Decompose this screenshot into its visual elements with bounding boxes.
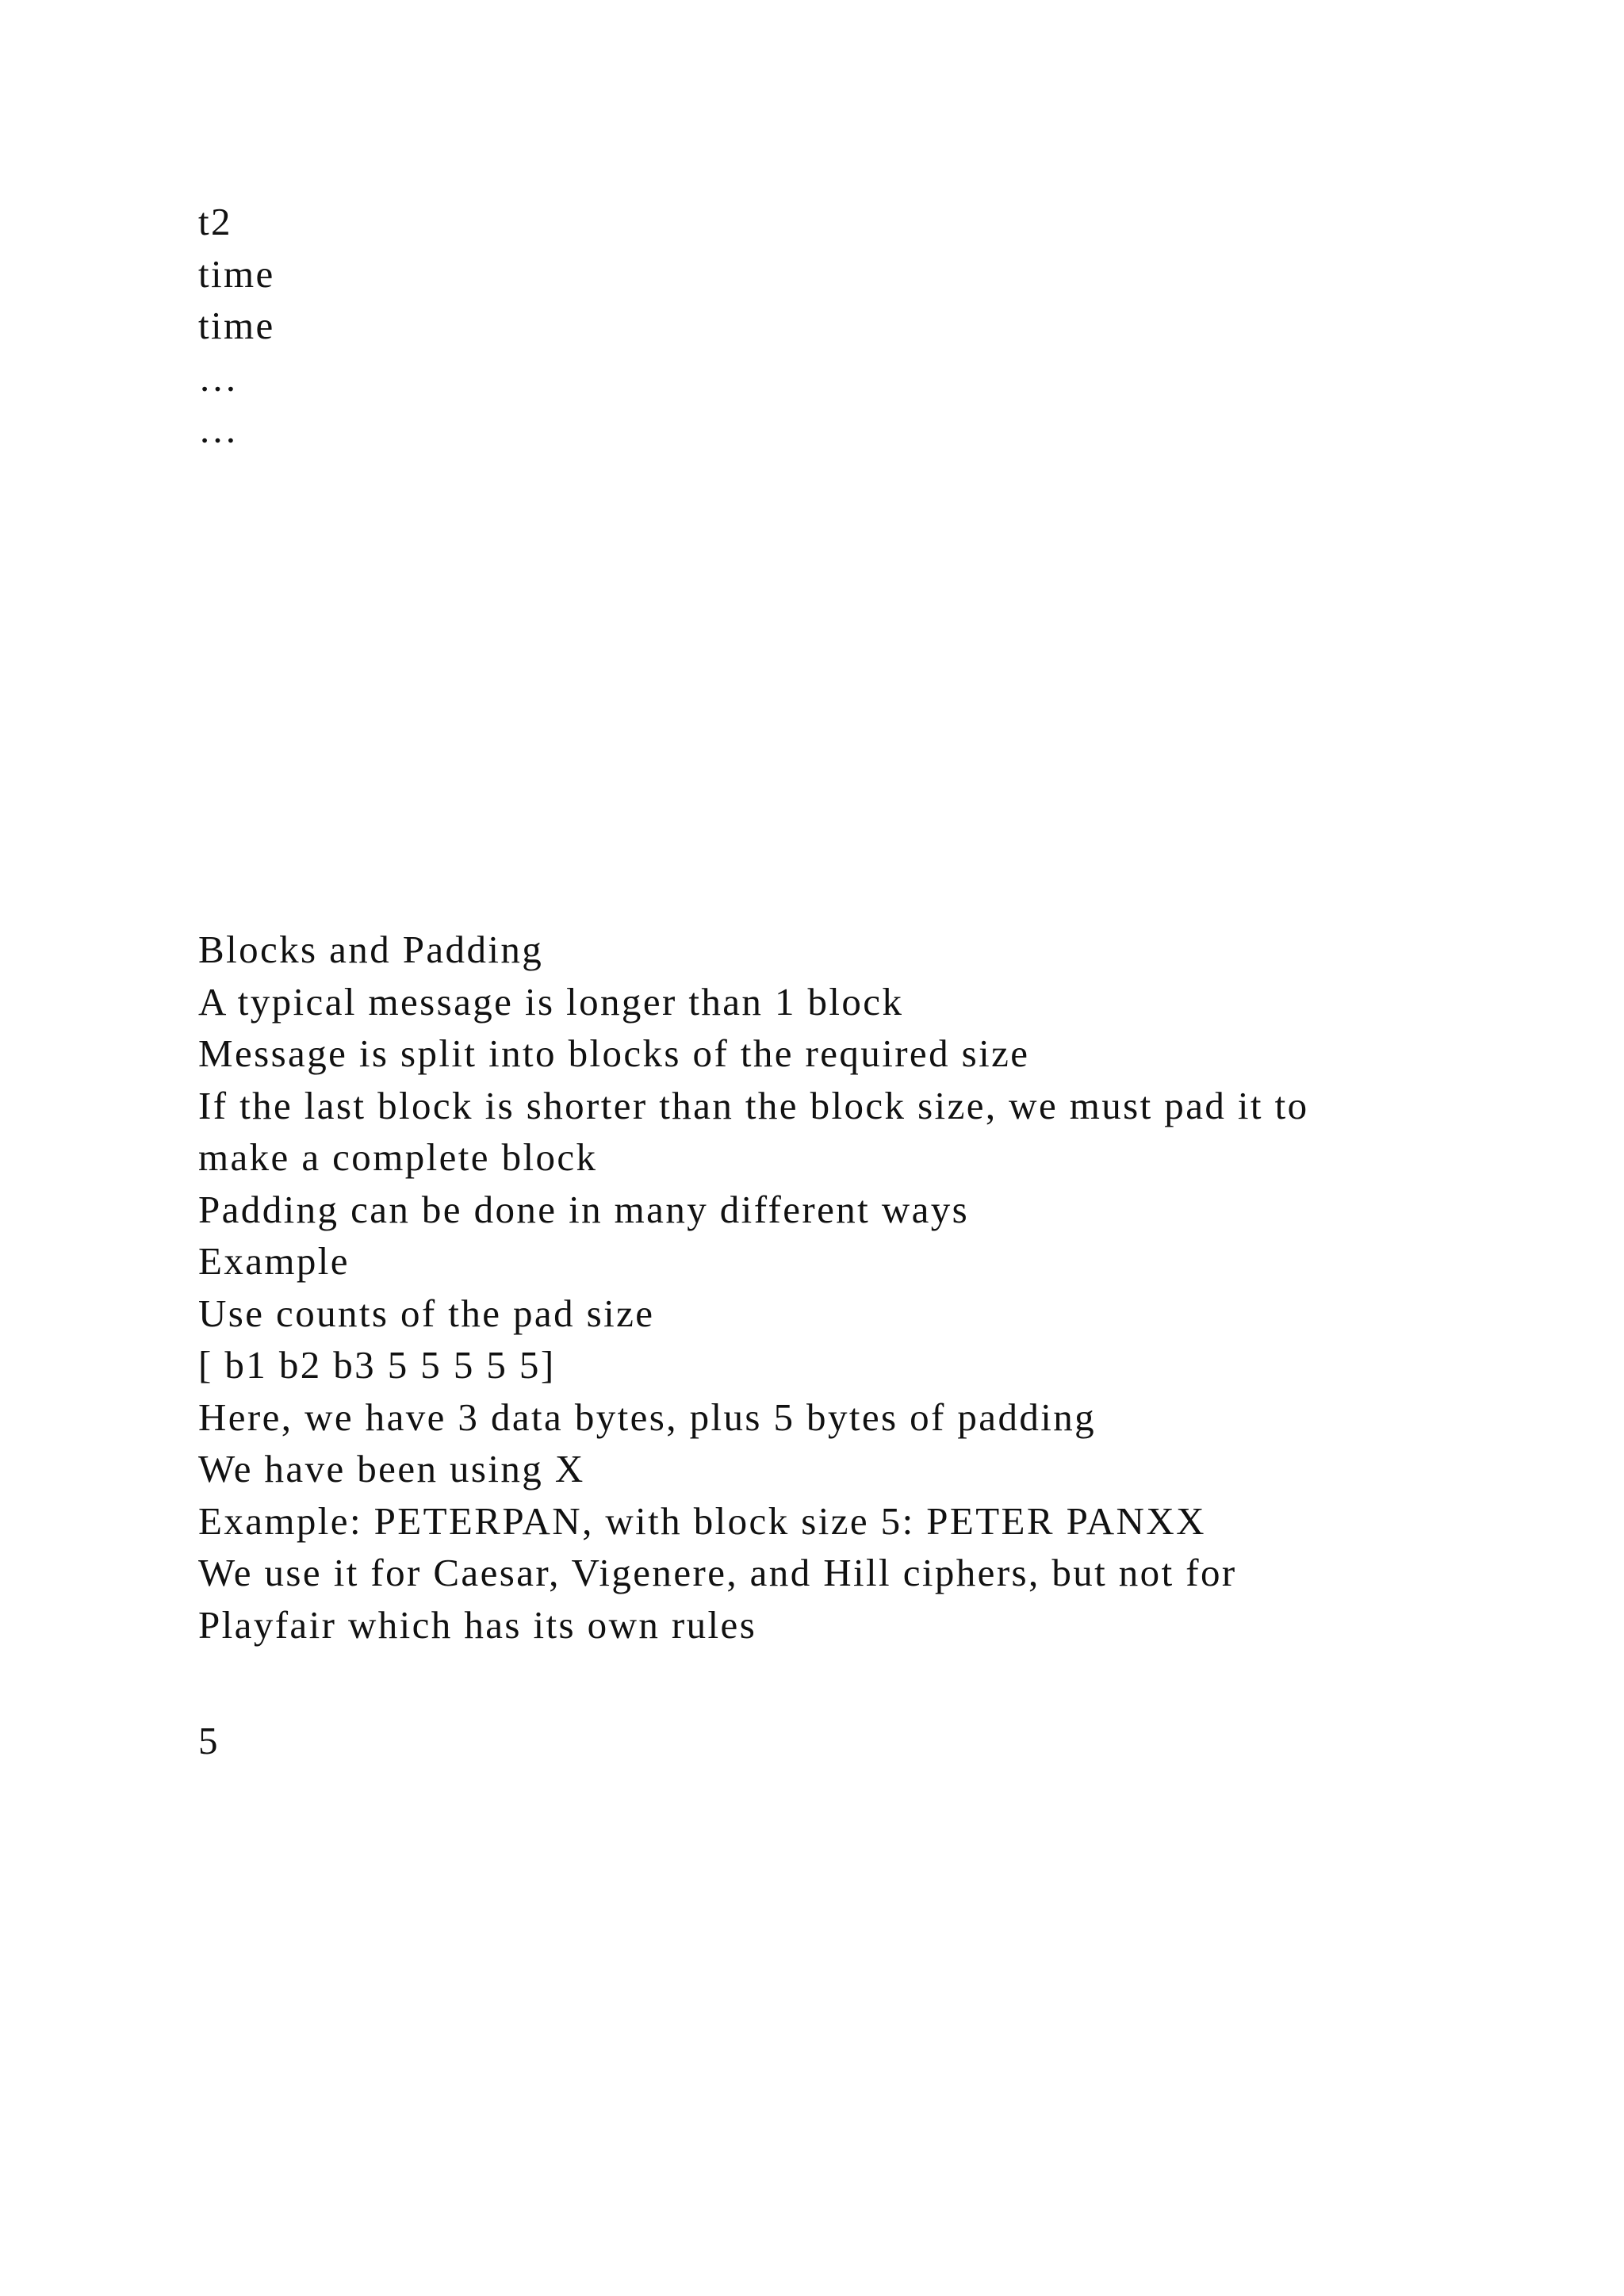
fragment-line: … <box>198 355 239 400</box>
body-line: A typical message is longer than 1 block <box>198 979 904 1024</box>
body-line: [ b1 b2 b3 5 5 5 5 5] <box>198 1343 556 1387</box>
diagram-fragment-text <box>198 196 275 456</box>
fragment-line: time <box>198 251 275 296</box>
body-line: If the last block is shorter than the block size, we must pad it to <box>198 1083 1309 1127</box>
body-line: Use counts of the pad size <box>198 1291 655 1335</box>
body-line: Padding can be done in many different ways <box>198 1187 970 1231</box>
slide-text-body <box>198 924 1309 1651</box>
body-line: Playfair which has its own rules <box>198 1602 757 1647</box>
body-line: Message is split into blocks of the required size <box>198 1031 1030 1075</box>
fragment-line: time <box>198 304 275 347</box>
fragment-line: t2 <box>198 200 232 243</box>
section-heading: Blocks and Padding <box>198 928 544 971</box>
body-line: Here, we have 3 data bytes, plus 5 bytes of padding <box>198 1395 1097 1439</box>
body-line: Example: PETERPAN, with block size 5: PETER PANXX <box>198 1498 1206 1543</box>
page-number <box>198 1715 220 1767</box>
body-line: Example <box>198 1239 350 1283</box>
page-number-text: 5 <box>198 1719 220 1762</box>
body-line: We have been using X <box>198 1447 585 1490</box>
fragment-line: … <box>198 408 239 451</box>
body-line: We use it for Caesar, Vigenere, and Hill ciphers, but not for <box>198 1551 1237 1594</box>
body-line: make a complete block <box>198 1135 598 1179</box>
